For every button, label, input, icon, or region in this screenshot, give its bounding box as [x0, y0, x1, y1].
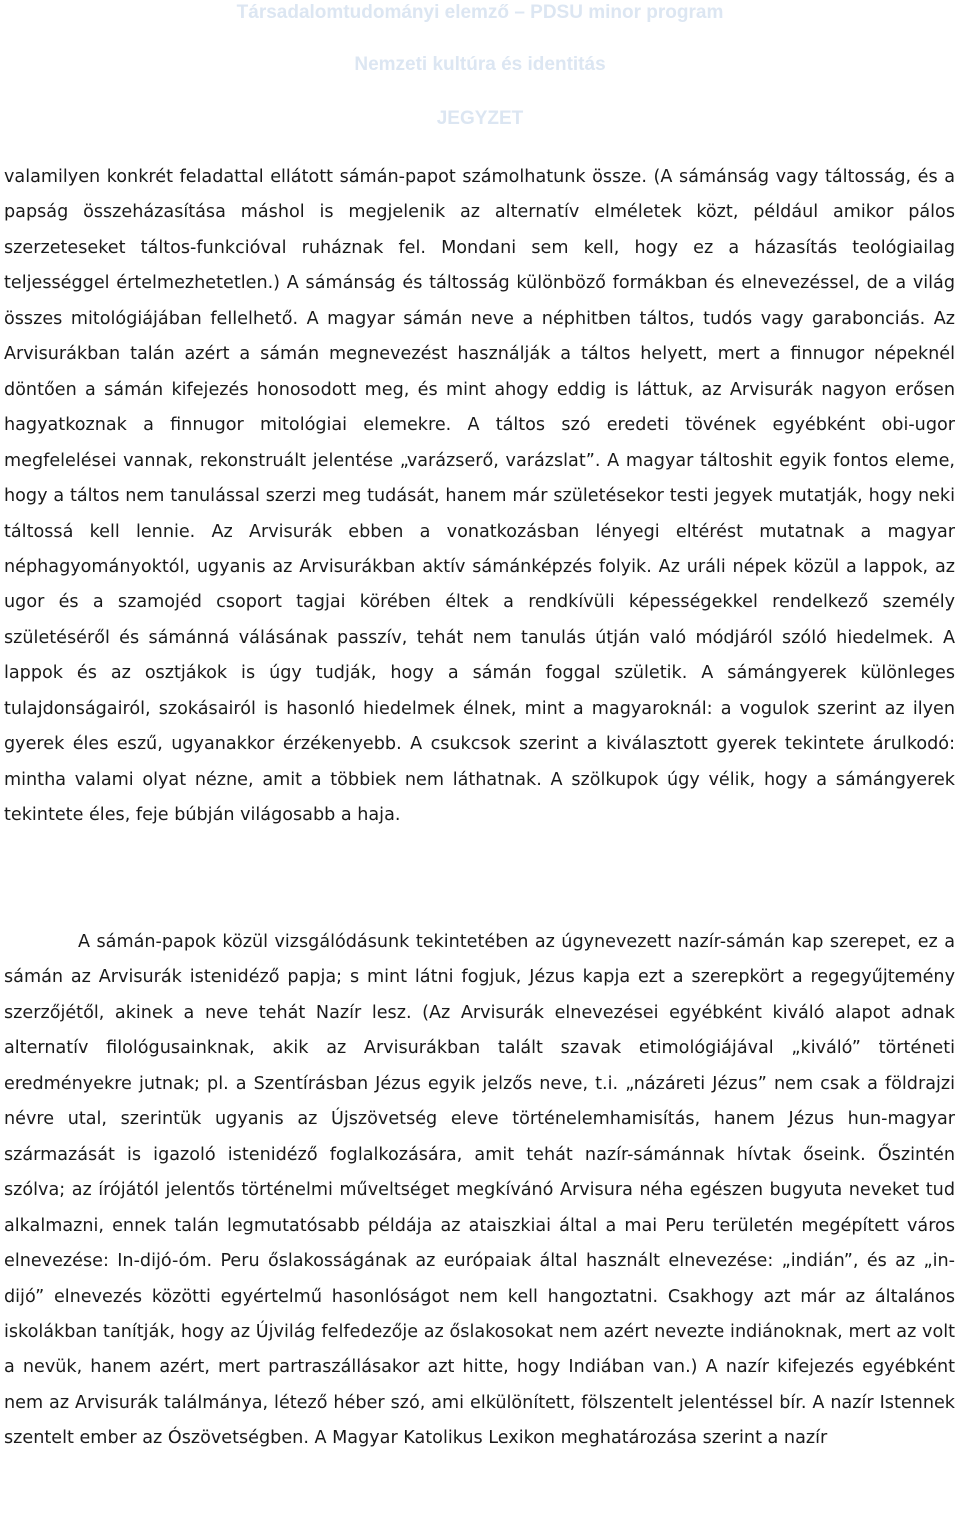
header-program-title: Társadalomtudományi elemző – PDSU minor program — [236, 2, 724, 23]
body-paragraph-2: A sámán-papok közül vizsgálódásunk tekintetében az úgynevezett nazír-sámán kap szerepet, ez a sámán az Arvisurák istenidéző papja; s mint látni fogjuk, Jézus kapja ezt a szerepkört a regegyűjtemény szerzőjétől, akinek a neve tehát Nazír lesz. (Az Arvisurák elnevezései egyébként kiváló alapot adnak alternatív filológusainknak, akik az Arvisurákban talált szavak etimológiájával „kiváló” történeti eredményekre jutnak; pl. a Szentírásban Jézus egyik jelzős neve, t.i. „názáreti Jézus” nem csak a földrajzi névre utal, szerintük ugyanis az Újszövetség eleve történelemhamisítás, hanem Jézus hun-magyar származását is igazoló istenidéző foglalkozására, amit tehát nazír-sámánnak hívtak őseink. Őszintén szólva; az írójától jelentős történelmi műveltséget megkívánó Arvisura néha egészen bugyuta neveket tud alkalmazni, ennek talán legmutatósabb példája az ataiszkiai által a mai Peru területén megépített város elnevezése: In-dijó-óm. Peru őslakosságának az európaiak által használt elnevezése: „indián”, és az „in-dijó” elnevezés közötti egyértelmű hasonlóságot nem kell hangoztatni. Csakhogy azt már az általános iskolákban tanítják, hogy az Újvilág felfedezője az őslakosokat nem azért nevezte indiánoknak, mert az volt a nevük, hanem azért, mert partraszállásakor azt hitte, hogy Indiában van.) A nazír kifejezés egyébként nem az Arvisurák találmánya, létező héber szó, ami elkülönített, fölszentelt jelentéssel bír. A nazír Istennek szentelt ember az Ószövetségben. A Magyar Katolikus Lexikon meghatározása szerint a nazír — [4, 932, 955, 1449]
header-course-title: Nemzeti kultúra és identitás — [354, 54, 606, 75]
header-document-type: JEGYZET — [436, 108, 524, 129]
body-paragraph-1: valamilyen konkrét feladattal ellátott sámán-papot számolhatunk össze. (A sámánság vagy táltosság, és a papság összeházasítása máshol is megjelenik az alternatív elméletek közt, például amikor pálos szerzeteseket táltos-funkcióval ruháznak fel. Mondani sem kell, hogy ez a házasítás teológiailag teljességgel értelmezhetetlen.) A sámánság és táltosság különböző formákban és elnevezéssel, de a világ összes mitológiájában fellelhető. A magyar sámán neve a néphitben táltos, tudós vagy garabonciás. Az Arvisurákban talán azért a sámán megnevezést használják a táltos helyett, mert a finnugor népeknél döntően a sámán kifejezés honosodott meg, és mint ahogy eddig is láttuk, az Arvisurák nagyon erősen hagyatkoznak a finnugor mitológiai elemekre. A táltos szó eredeti tövének egyébként obi-ugor megfelelései vannak, rekonstruált jelentése „varázserő, varázslat”. A magyar táltoshit egyik fontos eleme, hogy a táltos nem tanulással szerzi meg tudását, hanem már születésekor testi jegyek mutatják, hogy neki táltossá kell lennie. Az Arvisurák ebben a vonatkozásban lényegi eltérést mutatnak a magyar néphagyományoktól, ugyanis az Arvisurákban aktív sámánképzés folyik. Az uráli népek közül a lappok, az ugor és a szamojéd csoport tagjai körében éltek a rendkívüli képességekkel rendelkező személy születéséről és sámánná válásának passzív, tehát nem tanulás útján való módjáról szóló hiedelmek. A lappok és az osztjákok is úgy tudják, hogy a sámán foggal születik. A sámángyerek különleges tulajdonságairól, szokásairól is hasonló hiedelmek élnek, mint a magyaroknál: a vogulok szerint az ilyen gyerek éles eszű, ugyanakkor érzékenyebb. A csukcsok szerint a kiválasztott gyerek tekintete árulkodó: mintha valami olyat nézne, amit a többiek nem láthatnak. A szölkupok úgy vélik, hogy a sámángyerek tekintete éles, feje búbján világosabb a haja. — [4, 167, 955, 826]
